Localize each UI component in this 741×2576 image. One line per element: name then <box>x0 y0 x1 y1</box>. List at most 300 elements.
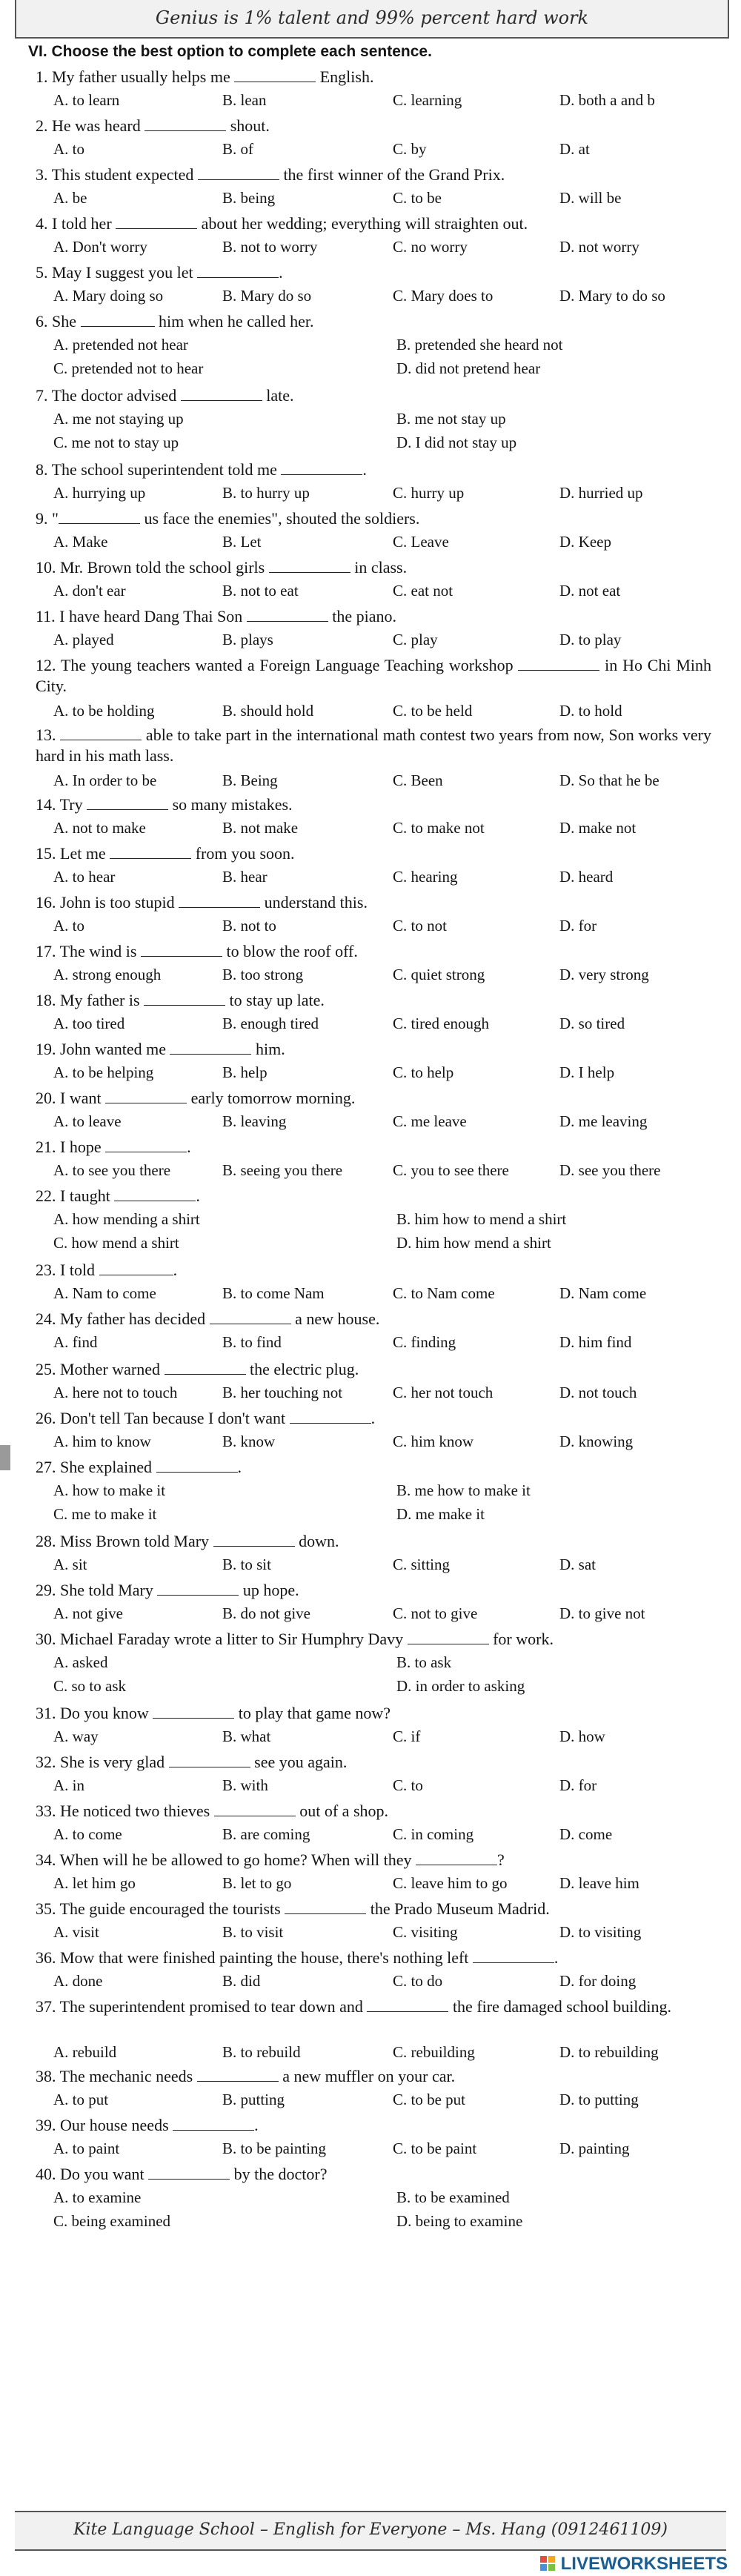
question-stem-start: 27. She explained <box>36 1458 156 1476</box>
option-b[interactable]: B. lean <box>222 91 267 109</box>
answer-blank[interactable] <box>81 313 155 327</box>
option-a[interactable]: A. to see you there <box>53 1161 171 1179</box>
brand-text: LIVEWORKSHEETS <box>560 2554 728 2574</box>
question-text <box>36 1039 702 1060</box>
option-c[interactable]: C. to be <box>393 189 442 207</box>
question-text <box>36 655 711 697</box>
question-text <box>36 557 702 578</box>
option-c[interactable]: C. her not touch <box>393 1384 494 1401</box>
option-a[interactable]: A. strong enough <box>53 966 162 983</box>
option-a[interactable]: A. him to know <box>53 1433 151 1450</box>
option-c[interactable]: C. visiting <box>393 1923 458 1941</box>
question-text <box>36 1260 702 1281</box>
question-text <box>36 725 711 766</box>
scan-edge-mark <box>0 1445 10 1470</box>
question-text <box>36 990 702 1011</box>
option-b[interactable]: B. to come Nam <box>222 1284 325 1302</box>
option-b[interactable]: B. to visit <box>222 1923 284 1941</box>
question-stem-end: the first winner of the Grand Prix. <box>279 165 505 184</box>
option-d[interactable]: D. Nam come <box>559 1284 647 1302</box>
option-b[interactable]: B. being <box>222 189 276 207</box>
option-d[interactable]: D. hurried up <box>559 484 643 502</box>
option-a[interactable]: A. hurrying up <box>53 484 146 502</box>
option-c[interactable]: C. sitting <box>393 1556 451 1573</box>
option-d[interactable]: D. knowing <box>559 1433 634 1450</box>
question-text <box>36 385 702 406</box>
option-c[interactable]: C. to not <box>393 917 447 935</box>
option-b[interactable]: B. of <box>222 140 253 158</box>
option-a[interactable]: A. how to make it <box>53 1481 166 1499</box>
option-c[interactable]: C. leave him to go <box>393 1874 508 1892</box>
question-text <box>36 1531 702 1552</box>
question-stem-start: 23. I told <box>36 1261 99 1279</box>
option-d[interactable]: D. him find <box>559 1333 632 1351</box>
option-b[interactable]: B. Mary do so <box>222 287 312 305</box>
answer-blank[interactable] <box>416 1851 497 1865</box>
option-c[interactable]: C. so to ask <box>53 1677 127 1695</box>
question-text <box>36 1899 702 1919</box>
option-d[interactable]: D. will be <box>559 189 622 207</box>
question-stem-start: 37. The superintendent promised to tear down and <box>36 1997 368 2016</box>
option-b[interactable]: B. are coming <box>222 1825 310 1843</box>
option-d[interactable]: D. to hold <box>559 702 622 720</box>
option-b[interactable]: B. not to <box>222 917 276 935</box>
option-b[interactable]: B. not to eat <box>222 582 299 600</box>
question-text <box>36 213 702 234</box>
question-stem-end: . <box>370 1409 376 1427</box>
question-stem-end: for work. <box>488 1630 554 1648</box>
option-d[interactable]: D. me make it <box>396 1505 485 1523</box>
option-a[interactable]: A. to <box>53 917 84 935</box>
option-b[interactable]: B. to hurry up <box>222 484 310 502</box>
question-text <box>36 1088 702 1109</box>
option-b[interactable]: B. to be examined <box>396 2188 510 2206</box>
question-text <box>36 2164 702 2185</box>
option-c[interactable]: C. Leave <box>393 533 449 551</box>
question-stem-end: him when he called her. <box>154 312 314 331</box>
option-c[interactable]: C. hearing <box>393 868 458 886</box>
option-c[interactable]: C. to Nam come <box>393 1284 495 1302</box>
option-b[interactable]: B. Being <box>222 771 278 789</box>
question-stem-start: 25. Mother warned <box>36 1360 165 1378</box>
question-stem-end: to play that game now? <box>234 1704 391 1722</box>
question-text <box>36 2066 702 2087</box>
answer-blank[interactable] <box>148 2165 230 2180</box>
answer-blank[interactable] <box>181 387 262 401</box>
option-a[interactable]: A. to put <box>53 2091 109 2108</box>
option-a[interactable]: A. sit <box>53 1556 87 1573</box>
answer-blank[interactable] <box>214 1802 296 1816</box>
question-stem-start: 17. The wind is <box>36 942 141 960</box>
answer-blank[interactable] <box>234 68 316 82</box>
option-d[interactable]: D. I help <box>559 1063 615 1081</box>
question-stem-start: 9. " <box>36 509 59 528</box>
question-text <box>36 165 702 185</box>
option-d[interactable]: D. him how mend a shirt <box>396 1234 551 1252</box>
question-text <box>36 1309 702 1330</box>
option-c[interactable]: C. if <box>393 1727 421 1745</box>
answer-blank[interactable] <box>213 1533 295 1547</box>
option-d[interactable]: D. So that he be <box>559 771 659 789</box>
option-d[interactable]: D. for doing <box>559 1972 637 1990</box>
option-b[interactable]: B. do not give <box>222 1604 310 1622</box>
question-stem-start: 2. He was heard <box>36 116 145 135</box>
option-b[interactable]: B. to rebuild <box>222 2043 301 2061</box>
option-b[interactable]: B. leaving <box>222 1112 287 1130</box>
question-stem-start: 11. I have heard Dang Thai Son <box>36 607 247 625</box>
option-c[interactable]: C. tired enough <box>393 1015 490 1032</box>
question-stem-start: 39. Our house needs <box>36 2116 173 2134</box>
question-stem-end: ? <box>497 1850 505 1869</box>
option-a[interactable]: A. to examine <box>53 2188 142 2206</box>
question-stem-end: the electric plug. <box>245 1360 359 1378</box>
question-text <box>36 2115 702 2136</box>
answer-blank[interactable] <box>269 559 350 573</box>
option-b[interactable]: B. to be painting <box>222 2140 326 2157</box>
option-b[interactable]: B. did <box>222 1972 261 1990</box>
option-c[interactable]: C. you to see there <box>393 1161 509 1179</box>
option-a[interactable]: A. not to make <box>53 819 146 837</box>
option-d[interactable]: D. at <box>559 140 590 158</box>
option-d[interactable]: D. heard <box>559 868 614 886</box>
question-stem-end: the fire damaged school building. <box>448 1997 672 2016</box>
option-a[interactable]: A. way <box>53 1727 99 1745</box>
question-stem-start: 7. The doctor advised <box>36 386 181 405</box>
option-d[interactable]: D. Keep <box>559 533 611 551</box>
answer-blank[interactable] <box>408 1630 489 1644</box>
option-b[interactable]: B. me not stay up <box>396 410 506 428</box>
question-text <box>36 1137 702 1158</box>
question-stem-end: . <box>187 1138 191 1156</box>
option-c[interactable]: C. learning <box>393 91 462 109</box>
option-c[interactable]: C. in coming <box>393 1825 474 1843</box>
question-stem-end: see you again. <box>250 1753 348 1771</box>
question-text <box>36 1408 702 1429</box>
question-stem-end: so many mistakes. <box>168 795 293 814</box>
answer-blank[interactable] <box>99 1261 173 1275</box>
question-stem-end: out of a shop. <box>295 1802 388 1820</box>
answer-blank[interactable] <box>518 657 599 671</box>
option-c[interactable]: C. him know <box>393 1433 474 1450</box>
question-stem-end: able to take part in the international math contest two years from now, Son works very hard in his math lass. <box>36 726 711 765</box>
question-text <box>36 843 702 864</box>
answer-blank[interactable] <box>210 1310 291 1324</box>
option-c[interactable]: C. quiet strong <box>393 966 485 983</box>
question-text <box>36 1703 702 1724</box>
option-a[interactable]: A. to come <box>53 1825 122 1843</box>
answer-blank[interactable] <box>473 1949 554 1963</box>
question-text <box>36 508 702 529</box>
question-stem-end: . <box>196 1186 200 1205</box>
option-b[interactable]: B. hear <box>222 868 268 886</box>
option-c[interactable]: C. hurry up <box>393 484 465 502</box>
question-stem-start: 24. My father has decided <box>36 1309 210 1328</box>
option-a[interactable]: A. don't ear <box>53 582 126 600</box>
option-c[interactable]: C. play <box>393 631 438 648</box>
question-stem-end: . <box>254 2116 259 2134</box>
option-a[interactable]: A. Mary doing so <box>53 287 164 305</box>
option-b[interactable]: B. seeing you there <box>222 1161 343 1179</box>
question-stem-start: 10. Mr. Brown told the school girls <box>36 558 269 577</box>
question-stem-start: 5. May I suggest you let <box>36 263 198 282</box>
answer-blank[interactable] <box>179 894 260 908</box>
option-a[interactable]: A. rebuild <box>53 2043 117 2061</box>
option-c[interactable]: C. Been <box>393 771 443 789</box>
option-b[interactable]: B. plays <box>222 631 273 648</box>
option-d[interactable]: D. painting <box>559 2140 630 2157</box>
answer-blank[interactable] <box>105 1138 187 1152</box>
option-d[interactable]: D. not eat <box>559 582 621 600</box>
answer-blank[interactable] <box>367 1998 448 2012</box>
option-a[interactable]: A. pretended not hear <box>53 336 188 353</box>
option-c[interactable]: C. how mend a shirt <box>53 1234 179 1252</box>
option-d[interactable]: D. I did not stay up <box>396 434 517 451</box>
option-b[interactable]: B. too strong <box>222 966 304 983</box>
question-text <box>36 1580 702 1601</box>
option-a[interactable]: A. to learn <box>53 91 120 109</box>
answer-blank[interactable] <box>87 796 168 810</box>
answer-blank[interactable] <box>281 461 362 475</box>
question-text <box>36 1629 702 1650</box>
option-b[interactable]: B. enough tired <box>222 1015 319 1032</box>
option-c[interactable]: C. to be put <box>393 2091 465 2108</box>
option-c[interactable]: C. no worry <box>393 238 468 256</box>
option-c[interactable]: C. being examined <box>53 2212 171 2230</box>
question-stem-start: 8. The school superintendent told me <box>36 460 282 479</box>
option-b[interactable]: B. should hold <box>222 702 314 720</box>
question-stem-start: 4. I told her <box>36 214 116 233</box>
question-text <box>36 1752 702 1773</box>
option-c[interactable]: C. not to give <box>393 1604 478 1622</box>
option-a[interactable]: A. Don't worry <box>53 238 147 256</box>
question-text <box>36 67 702 87</box>
answer-blank[interactable] <box>197 264 279 278</box>
answer-blank[interactable] <box>156 1458 238 1473</box>
option-a[interactable]: A. played <box>53 631 114 648</box>
option-a[interactable]: A. too tired <box>53 1015 125 1032</box>
question-text <box>36 794 702 815</box>
option-a[interactable]: A. to hear <box>53 868 116 886</box>
option-a[interactable]: A. Nam to come <box>53 1284 156 1302</box>
option-a[interactable]: A. to leave <box>53 1112 122 1130</box>
question-text <box>36 1996 711 2017</box>
option-a[interactable]: A. to be holding <box>53 702 155 720</box>
option-a[interactable]: A. to paint <box>53 2140 120 2157</box>
option-b[interactable]: B. pretended she heard not <box>396 336 563 353</box>
answer-blank[interactable] <box>247 608 328 622</box>
question-stem-end: him. <box>251 1040 285 1058</box>
question-stem-end: about her wedding; everything will straighten out. <box>197 214 528 233</box>
answer-blank[interactable] <box>144 117 226 131</box>
question-stem-start: 38. The mechanic needs <box>36 2067 197 2085</box>
option-c[interactable]: C. rebuilding <box>393 2043 475 2061</box>
option-a[interactable]: A. here not to touch <box>53 1384 178 1401</box>
option-d[interactable]: D. to give not <box>559 1604 645 1622</box>
option-d[interactable]: D. come <box>559 1825 613 1843</box>
option-c[interactable]: C. by <box>393 140 427 158</box>
option-b[interactable]: B. not make <box>222 819 299 837</box>
option-b[interactable]: B. to find <box>222 1333 282 1351</box>
question-stem-start: 28. Miss Brown told Mary <box>36 1532 213 1550</box>
option-d[interactable]: D. make not <box>559 819 637 837</box>
question-stem-end: late. <box>262 386 294 405</box>
option-a[interactable]: A. be <box>53 189 87 207</box>
answer-blank[interactable] <box>169 1753 250 1767</box>
option-a[interactable]: A. In order to be <box>53 771 157 789</box>
option-a[interactable]: A. me not staying up <box>53 410 184 428</box>
option-c[interactable]: C. finding <box>393 1333 456 1351</box>
question-stem-start: 15. Let me <box>36 844 110 863</box>
option-b[interactable]: B. to sit <box>222 1556 271 1573</box>
question-stem-end: . <box>362 460 367 479</box>
option-b[interactable]: B. me how to make it <box>396 1481 531 1499</box>
option-d[interactable]: D. did not pretend hear <box>396 359 541 377</box>
option-d[interactable]: D. so tired <box>559 1015 625 1032</box>
option-d[interactable]: D. Mary to do so <box>559 287 665 305</box>
option-a[interactable]: A. Make <box>53 533 108 551</box>
answer-blank[interactable] <box>144 992 225 1006</box>
question-stem-end: down. <box>294 1532 339 1550</box>
answer-blank[interactable] <box>105 1089 187 1103</box>
question-stem-start: 34. When will he be allowed to go home? When will they <box>36 1850 416 1869</box>
option-b[interactable]: B. let to go <box>222 1874 292 1892</box>
question-stem-end: a new muffler on your car. <box>278 2067 456 2085</box>
question-stem-start: 1. My father usually helps me <box>36 67 235 86</box>
option-b[interactable]: B. putting <box>222 2091 285 2108</box>
option-c[interactable]: C. eat not <box>393 582 453 600</box>
answer-blank[interactable] <box>116 215 197 229</box>
option-c[interactable]: C. pretended not to hear <box>53 359 204 377</box>
option-d[interactable]: D. for <box>559 917 597 935</box>
option-a[interactable]: A. done <box>53 1972 103 1990</box>
answer-blank[interactable] <box>59 510 140 524</box>
answer-blank[interactable] <box>290 1410 371 1424</box>
answer-blank[interactable] <box>165 1361 246 1375</box>
school-footer: Kite Language School – English for Everyone – Ms. Hang (0912461109) <box>15 2511 726 2551</box>
option-c[interactable]: C. me to make it <box>53 1505 157 1523</box>
option-b[interactable]: B. with <box>222 1776 268 1794</box>
option-c[interactable]: C. Mary does to <box>393 287 494 305</box>
answer-blank[interactable] <box>114 1187 196 1201</box>
option-c[interactable]: C. to help <box>393 1063 454 1081</box>
option-c[interactable]: C. to be held <box>393 702 473 720</box>
option-b[interactable]: B. Let <box>222 533 262 551</box>
option-b[interactable]: B. her touching not <box>222 1384 343 1401</box>
answer-blank[interactable] <box>157 1581 239 1596</box>
option-d[interactable]: D. how <box>559 1727 605 1745</box>
option-b[interactable]: B. know <box>222 1433 276 1450</box>
question-stem-end: to stay up late. <box>225 991 325 1009</box>
answer-blank[interactable] <box>198 166 279 180</box>
option-c[interactable]: C. me not to stay up <box>53 434 179 451</box>
question-stem-end: early tomorrow morning. <box>187 1089 356 1107</box>
question-stem-start: 22. I taught <box>36 1186 115 1205</box>
option-a[interactable]: A. let him go <box>53 1874 136 1892</box>
question-text <box>36 1457 702 1478</box>
option-c[interactable]: C. me leave <box>393 1112 467 1130</box>
question-text <box>36 1850 702 1870</box>
question-text <box>36 892 702 913</box>
question-stem-start: 29. She told Mary <box>36 1581 158 1599</box>
option-b[interactable]: B. help <box>222 1063 268 1081</box>
question-stem-end: . <box>554 1948 559 1967</box>
question-stem-end: . <box>173 1261 178 1279</box>
question-text <box>36 1948 702 1968</box>
question-stem-start: 40. Do you want <box>36 2165 149 2183</box>
option-a[interactable]: A. to <box>53 140 84 158</box>
option-d[interactable]: D. not touch <box>559 1384 637 1401</box>
option-b[interactable]: B. to ask <box>396 1653 452 1671</box>
answer-blank[interactable] <box>285 1900 366 1914</box>
option-a[interactable]: A. visit <box>53 1923 99 1941</box>
question-stem-start: 21. I hope <box>36 1138 106 1156</box>
answer-blank[interactable] <box>153 1704 234 1719</box>
answer-blank[interactable] <box>110 845 191 859</box>
option-d[interactable]: D. see you there <box>559 1161 661 1179</box>
option-a[interactable]: A. how mending a shirt <box>53 1210 200 1228</box>
answer-blank[interactable] <box>60 726 142 740</box>
option-d[interactable]: D. in order to asking <box>396 1677 525 1695</box>
question-stem-end: in class. <box>350 558 408 577</box>
option-c[interactable]: C. to do <box>393 1972 443 1990</box>
option-a[interactable]: A. not give <box>53 1604 123 1622</box>
question-stem-end: by the doctor? <box>230 2165 328 2183</box>
option-b[interactable]: B. him how to mend a shirt <box>396 1210 567 1228</box>
option-d[interactable]: D. to play <box>559 631 622 648</box>
answer-blank[interactable] <box>197 2068 279 2082</box>
question-stem-end: from you soon. <box>191 844 295 863</box>
option-a[interactable]: A. find <box>53 1333 98 1351</box>
option-a[interactable]: A. to be helping <box>53 1063 154 1081</box>
question-stem-end: a new house. <box>290 1309 380 1328</box>
option-d[interactable]: D. to putting <box>559 2091 639 2108</box>
question-stem-start: 14. Try <box>36 795 87 814</box>
question-stem-end: the Prado Museum Madrid. <box>366 1899 550 1918</box>
option-b[interactable]: B. what <box>222 1727 271 1745</box>
option-d[interactable]: D. leave him <box>559 1874 639 1892</box>
answer-blank[interactable] <box>173 2117 254 2131</box>
question-text <box>36 1359 702 1380</box>
question-stem-start: 19. John wanted me <box>36 1040 170 1058</box>
question-stem-start: 33. He noticed two thieves <box>36 1802 214 1820</box>
question-stem-end: up hope. <box>239 1581 299 1599</box>
option-c[interactable]: C. to <box>393 1776 423 1794</box>
option-d[interactable]: D. very strong <box>559 966 649 983</box>
answer-blank[interactable] <box>170 1040 251 1055</box>
answer-blank[interactable] <box>141 943 222 957</box>
question-stem-start: 30. Michael Faraday wrote a litter to Sir Humphry Davy <box>36 1630 408 1648</box>
option-c[interactable]: C. to make not <box>393 819 485 837</box>
question-stem-end: to blow the roof off. <box>222 942 358 960</box>
option-a[interactable]: A. in <box>53 1776 84 1794</box>
motto-banner: Genius is 1% talent and 99% percent hard work <box>15 0 729 39</box>
option-d[interactable]: D. to rebuilding <box>559 2043 659 2061</box>
option-a[interactable]: A. asked <box>53 1653 108 1671</box>
option-b[interactable]: B. not to worry <box>222 238 318 256</box>
question-text <box>36 606 702 627</box>
option-d[interactable]: D. being to examine <box>396 2212 523 2230</box>
option-d[interactable]: D. me leaving <box>559 1112 648 1130</box>
question-text <box>36 262 702 283</box>
option-d[interactable]: D. sat <box>559 1556 596 1573</box>
option-d[interactable]: D. both a and b <box>559 91 655 109</box>
liveworksheets-logo <box>540 2554 728 2575</box>
option-d[interactable]: D. not worry <box>559 238 639 256</box>
question-text <box>36 311 702 332</box>
option-c[interactable]: C. to be paint <box>393 2140 477 2157</box>
option-d[interactable]: D. for <box>559 1776 597 1794</box>
option-d[interactable]: D. to visiting <box>559 1923 642 1941</box>
